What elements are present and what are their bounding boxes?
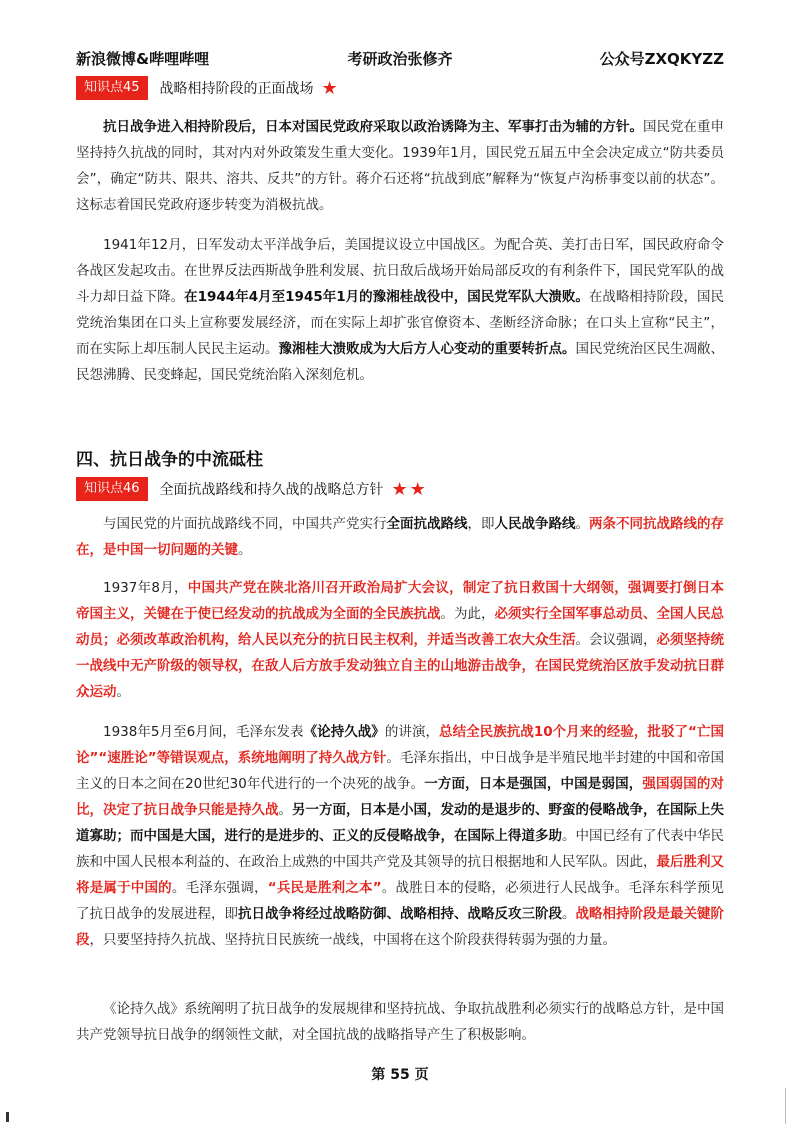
body-text: ，即	[467, 516, 495, 532]
paragraph	[76, 232, 724, 388]
highlight-text-red: 总结全民族抗战10个月来的经验，批驳了“亡国论”“速胜论”等错误观点，系统地阐明了持久战方针	[76, 724, 724, 766]
body-text: 1937年8月，	[103, 580, 188, 596]
body-text: 。	[575, 516, 589, 532]
paragraph	[76, 511, 724, 563]
paragraph	[76, 575, 724, 705]
body-text: 。战胜日本的侵略，必须进行人民战争。毛泽东科学预见了抗日战争的发展进程，即	[76, 880, 725, 922]
body-text: 的讲演，	[384, 724, 440, 740]
header-author: 考研政治张修齐	[347, 50, 453, 68]
highlight-text-red: 中国共产党在陕北洛川召开政治局扩大会议，制定了抗日救国十大纲领，强调要打倒日本帝国主义，关键在于使已经发动的抗战成为全面的全民族抗战	[76, 580, 724, 622]
body-text: 。	[562, 906, 576, 922]
importance-star-icon: ★★	[391, 478, 428, 500]
knowledge-point-title: 全面抗战路线和持久战的战略总方针	[159, 482, 384, 498]
body-text: 。毛泽东指出，中日战争是半殖民地半封建的中国和帝国主义的日本之间在20世纪30年代进行的一个决死的战争。	[76, 750, 725, 792]
highlight-text-red: 强国弱国的对比，决定了抗日战争只能是持久战	[76, 776, 725, 818]
highlight-text-red: 战略相持阶段是最关键阶段	[76, 906, 724, 948]
emphasis-text-bold: 豫湘桂大溃败成为大后方人心变动的重要转折点。	[278, 341, 576, 357]
body-text: 。毛泽东强调，	[171, 880, 268, 896]
page-number: 第 55 页	[371, 1067, 429, 1083]
emphasis-text-bold: 抗日战争将经过战略防御、战略相持、战略反攻三阶段	[238, 906, 562, 922]
body-text: ，只要坚持持久抗战、坚持抗日民族统一战线，中国将在这个阶段获得转弱为强的力量。	[89, 932, 616, 948]
scan-edge-mark	[6, 1112, 9, 1122]
paragraph	[76, 114, 724, 218]
emphasis-text-bold: 《论持久战》	[303, 724, 385, 740]
emphasis-text-bold: 全面抗战路线	[386, 516, 468, 532]
highlight-text-red: 最后胜利又将是属于中国的	[76, 854, 724, 896]
body-text: 《论持久战》系统阐明了抗日战争的发展规律和坚持抗战、争取抗战胜利必须实行的战略总方针，是中国共产党领导抗日战争的纲领性文献，对全国抗战的战略指导产生了积极影响。	[76, 1001, 724, 1043]
body-text: 1938年5月至6月间，毛泽东发表	[103, 724, 304, 740]
body-text: 。	[278, 802, 292, 818]
emphasis-text-bold: 在1944年4月至1945年1月的豫湘桂战役中，国民党军队大溃败。	[184, 289, 589, 305]
body-text: 。中国已经有了代表中华民族和中国人民根本利益的、在政治上成熟的中国共产党及其领导的抗日根据地和人民军队。因此，	[76, 828, 724, 870]
paragraph	[76, 719, 724, 953]
knowledge-point-title: 战略相持阶段的正面战场	[159, 81, 314, 97]
highlight-text-red: 必须实行全国军事总动员、全国人民总动员；必须改革政治机构，给人民以充分的抗日民主权利，并适当改善工农大众生活	[76, 606, 724, 648]
emphasis-text-bold: 另一方面，日本是小国，发动的是退步的、野蛮的侵略战争，在国际上失道寡助；而中国是大国，进行的是进步的、正义的反侵略战争，在国际上得道多助	[76, 802, 724, 844]
emphasis-text-bold: 人民战争路线	[494, 516, 576, 532]
body-text: 与国民党的片面抗战路线不同，中国共产党实行	[103, 516, 387, 532]
header-wechat-account: 公众号ZXQKYZZ	[599, 50, 724, 68]
body-text: 。	[116, 684, 130, 700]
highlight-text-red: 两条不同抗战路线的存在，是中国一切问题的关键	[76, 516, 724, 558]
body-text: 。会议强调，	[575, 632, 657, 648]
knowledge-point-tag: 知识点45	[76, 76, 148, 100]
emphasis-text-bold: 一方面，日本是强国，中国是弱国，	[424, 776, 643, 792]
paragraph	[76, 996, 724, 1048]
scan-edge-line	[785, 1088, 786, 1124]
highlight-text-red: 必须坚持统一战线中无产阶级的领导权，在敌人后方放手发动独立自主的山地游击战争，在国民党统治区放手发动抗日群众运动	[76, 632, 724, 700]
header-weibo-bilibili: 新浪微博&哔哩哔哩	[76, 50, 210, 68]
body-text: 。	[238, 542, 252, 558]
body-text: 1941年12月，日军发动太平洋战争后，美国提议设立中国战区。为配合英、美打击日军，国民政府命令各战区发起攻击。在世界反法西斯战争胜利发展、抗日敌后战场开始局部反攻的有利条件下，国民党军队的战斗力却日益下降。	[76, 237, 724, 305]
emphasis-text-bold: 抗日战争进入相持阶段后，日本对国民党政府采取以政治诱降为主、军事打击为辅的方针。	[103, 119, 643, 135]
body-text: 。为此，	[440, 606, 495, 622]
body-text: 在战略相持阶段，国民党统治集团在口头上宣称要发展经济，而在实际上却扩张官僚资本、垄断经济命脉；在口头上宣称“民主”，而在实际上却压制人民民主运动。	[76, 289, 725, 357]
importance-star-icon: ★	[321, 77, 340, 99]
body-text: 国民党在重申坚持持久抗战的同时，其对内对外政策发生重大变化。1939年1月，国民党五届五中全会决定成立“防共委员会”，确定“防共、限共、溶共、反共”的方针。蒋介石还将“抗战到底”解释为“恢复卢沟桥事变以前的状态”。这标志着国民党政府逐步转变为消极抗战。	[76, 119, 724, 213]
section-title: 四、抗日战争的中流砥柱	[76, 450, 263, 470]
knowledge-point-tag: 知识点46	[76, 477, 148, 501]
knowledge-point-46-heading	[76, 477, 428, 501]
highlight-text-red: “兵民是胜利之本”	[267, 880, 382, 896]
body-text: 国民党统治区民生凋敝、民怨沸腾、民变蜂起，国民党统治陷入深刻危机。	[76, 341, 724, 383]
knowledge-point-45-heading	[76, 76, 340, 100]
